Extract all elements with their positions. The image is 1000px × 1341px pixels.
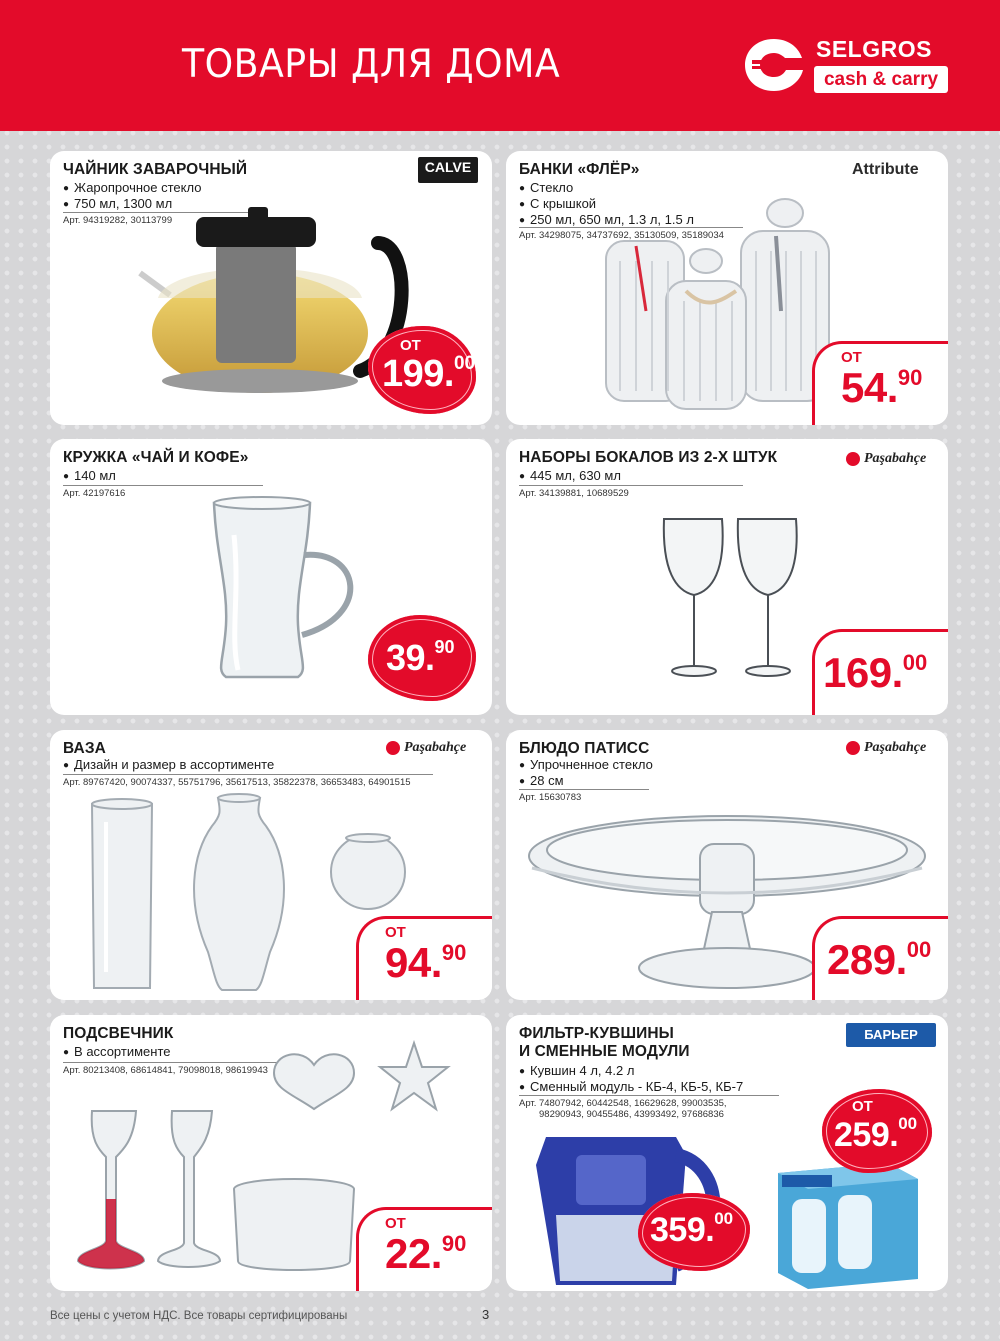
feature-item: ● 445 мл, 630 мл <box>519 468 621 484</box>
feature-item: ● 28 см <box>519 773 653 789</box>
price-tag <box>812 341 948 425</box>
price-value <box>823 649 928 696</box>
article-numbers: Арт. 34298075, 34737692, 35130509, 35189034 <box>519 227 743 241</box>
product-title: БАНКИ «ФЛЁР» <box>519 161 640 178</box>
feature-item: ● 250 мл, 650 мл, 1.3 л, 1.5 л <box>519 212 694 228</box>
price-integer: 22. <box>385 1230 442 1277</box>
filter-cartridges-box-image <box>768 1155 928 1290</box>
product-card-teapot[interactable] <box>50 151 492 425</box>
product-features <box>63 757 274 773</box>
price-integer: 359. <box>650 1211 715 1249</box>
footer-note: Все цены с учетом НДС. Все товары сертифицированы <box>50 1310 348 1322</box>
header-banner <box>0 0 1000 131</box>
price-integer: 259. <box>834 1116 899 1154</box>
price-integer: 94. <box>385 939 442 986</box>
article-line: 98290943, 90455486, 43993492, 97686836 <box>539 1109 724 1120</box>
basket-logo-icon <box>742 36 806 94</box>
article-numbers: Арт. 34139881, 10689529 <box>519 485 743 499</box>
wine-glasses-image <box>656 511 806 681</box>
price-value <box>827 936 932 983</box>
product-features <box>519 757 653 789</box>
selgros-logo <box>742 36 957 96</box>
price-tag <box>356 1207 492 1291</box>
product-title: НАБОРЫ БОКАЛОВ ИЗ 2-Х ШТУК <box>519 449 778 466</box>
article-numbers <box>519 1095 779 1120</box>
feature-item: ● Упрочненное стекло <box>519 757 653 773</box>
price-prefix: ОТ <box>400 337 421 354</box>
product-title: КРУЖКА «ЧАЙ И КОФЕ» <box>63 449 249 466</box>
article-numbers: Арт. 80213408, 68614841, 79098018, 98619943 <box>63 1062 291 1076</box>
jars-image <box>596 191 836 421</box>
price-tag <box>368 615 476 701</box>
feature-item: ● Кувшин 4 л, 4.2 л <box>519 1063 743 1079</box>
price-prefix: ОТ <box>841 349 862 366</box>
price-integer: 169. <box>823 649 903 696</box>
feature-item: ● В ассортименте <box>63 1044 170 1060</box>
price-decimals: 90 <box>441 1231 467 1256</box>
logo-tagline: cash & carry <box>814 66 948 93</box>
price-value <box>385 939 467 986</box>
price-integer: 39. <box>386 637 435 678</box>
product-title: ВАЗА <box>63 740 106 757</box>
product-title-line: И СМЕННЫЕ МОДУЛИ <box>519 1043 690 1060</box>
product-title: ПОДСВЕЧНИК <box>63 1025 174 1042</box>
product-card-candle-holders[interactable] <box>50 1015 492 1291</box>
product-card-wine-glasses[interactable] <box>506 439 948 715</box>
feature-item: ● Стекло <box>519 180 694 196</box>
article-line: Арт. 74807942, 60442548, 16629628, 99003535, <box>519 1098 727 1109</box>
price-prefix: ОТ <box>852 1098 873 1115</box>
page-title: ТОВАРЫ ДЛЯ ДОМА <box>182 42 561 87</box>
product-title: ЧАЙНИК ЗАВАРОЧНЫЙ <box>63 161 248 178</box>
brand-logo-pasabahce: Paşabahçe <box>846 740 926 756</box>
brand-logo-attribute: Attribute <box>852 161 919 178</box>
price-decimals: 90 <box>897 365 923 390</box>
pasabahce-icon <box>386 741 400 755</box>
article-numbers: Арт. 42197616 <box>63 485 263 499</box>
product-features <box>63 468 116 484</box>
price-decimals: 00 <box>902 650 928 675</box>
brand-logo-pasabahce: Paşabahçe <box>846 451 926 467</box>
brand-logo-calve: CALVE <box>418 157 478 183</box>
product-features <box>519 468 621 484</box>
feature-item: ● Сменный модуль - КБ-4, КБ-5, КБ-7 <box>519 1079 743 1095</box>
price-tag-jug <box>638 1193 750 1271</box>
product-title: БЛЮДО ПАТИСС <box>519 740 650 757</box>
feature-item: ● 140 мл <box>63 468 116 484</box>
price-integer: 199. <box>382 353 454 395</box>
price-value <box>385 1230 467 1277</box>
price-decimals: 00 <box>906 937 932 962</box>
product-card-jars[interactable] <box>506 151 948 425</box>
page-number: 3 <box>482 1307 490 1322</box>
product-title-line: ФИЛЬТР-КУВШИНЫ <box>519 1025 674 1042</box>
product-card-cake-stand[interactable] <box>506 730 948 1000</box>
mug-image <box>200 495 390 685</box>
product-card-mug[interactable] <box>50 439 492 715</box>
article-numbers: Арт. 89767420, 90074337, 55751796, 35617513, 35822378, 36653483, 64901515 <box>63 774 433 788</box>
feature-item: ● 750 мл, 1300 мл <box>63 196 201 212</box>
feature-item: ● Жаропрочное стекло <box>63 180 201 196</box>
price-value <box>841 364 923 411</box>
price-integer: 54. <box>841 364 898 411</box>
product-features <box>519 1063 743 1095</box>
product-card-filter-jugs[interactable] <box>506 1015 948 1291</box>
price-decimals: 90 <box>441 940 467 965</box>
price-tag <box>812 629 948 715</box>
price-decimals: 00 <box>453 353 476 374</box>
article-numbers: Арт. 94319282, 30113799 <box>63 212 263 226</box>
logo-name: SELGROS <box>816 36 932 62</box>
price-prefix: ОТ <box>385 924 406 941</box>
feature-item: ● Дизайн и размер в ассортименте <box>63 757 274 773</box>
product-card-vase[interactable] <box>50 730 492 1000</box>
price-decimals: 90 <box>434 637 455 657</box>
price-tag <box>356 916 492 1000</box>
price-prefix: ОТ <box>385 1215 406 1232</box>
price-integer: 289. <box>827 936 907 983</box>
price-decimals: 00 <box>714 1209 734 1228</box>
pasabahce-icon <box>846 741 860 755</box>
pasabahce-icon <box>846 452 860 466</box>
product-title <box>519 1025 690 1061</box>
brand-logo-barrier: БАРЬЕР <box>846 1023 936 1047</box>
article-numbers: Арт. 15630783 <box>519 789 649 803</box>
brand-logo-pasabahce: Paşabahçe <box>386 740 466 756</box>
price-decimals: 00 <box>898 1114 918 1133</box>
feature-item: ● С крышкой <box>519 196 694 212</box>
price-tag <box>812 916 948 1000</box>
